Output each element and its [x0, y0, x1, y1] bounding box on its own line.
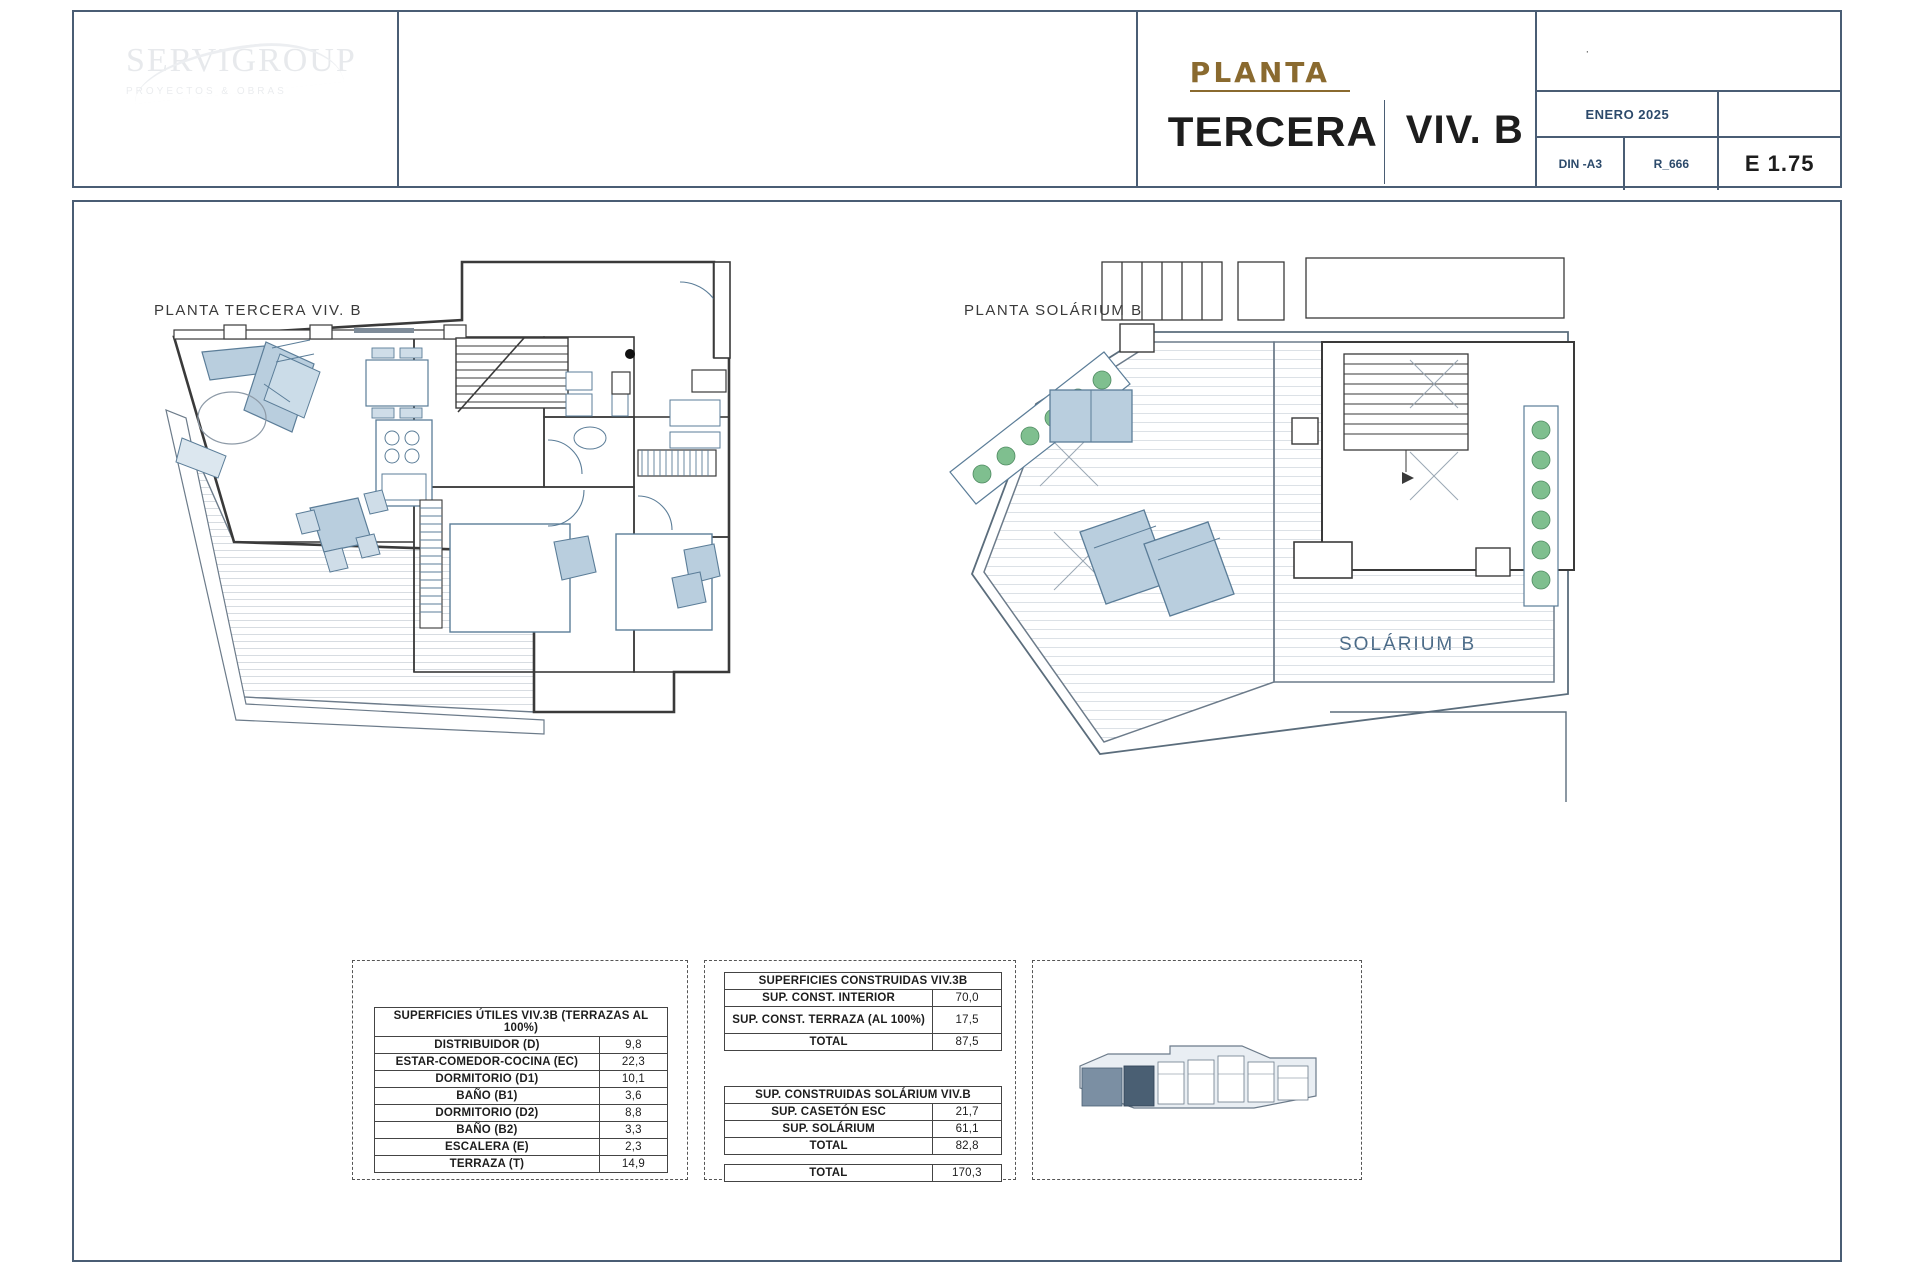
row-value: 87,5 — [933, 1034, 1002, 1051]
left-plan-label: PLANTA TERCERA VIV. B — [154, 302, 362, 319]
reference-label: R_666 — [1625, 138, 1719, 190]
adjacent-structures — [1102, 258, 1564, 320]
floor-label: TERCERA — [1167, 108, 1378, 155]
table-row — [725, 990, 1002, 1007]
table-row — [725, 1138, 1002, 1155]
table-header-row — [375, 1008, 668, 1037]
construidas-title: SUPERFICIES CONSTRUIDAS VIV.3B — [725, 973, 1002, 990]
utiles-title: SUPERFICIES ÚTILES VIV.3B (TERRAZAS AL 100%) — [375, 1008, 668, 1037]
row-label: TOTAL — [725, 1138, 933, 1155]
row-label: TERRAZA (T) — [375, 1156, 600, 1173]
format-label: DIN -A3 — [1537, 138, 1625, 190]
row-label: SUP. CASETÓN ESC — [725, 1104, 933, 1121]
title-block-main-cell — [1138, 12, 1538, 186]
row-value: 10,1 — [599, 1071, 667, 1088]
row-value: 3,3 — [599, 1122, 667, 1139]
date-row — [1537, 92, 1840, 138]
row-value: 17,5 — [933, 1007, 1002, 1034]
kitchen-unit — [376, 420, 432, 506]
table-superficies-construidas — [724, 972, 1002, 1051]
table-row — [725, 1034, 1002, 1051]
wardrobe — [638, 450, 716, 476]
row-label: ESTAR-COMEDOR-COCINA (EC) — [375, 1054, 600, 1071]
row-label: SUP. SOLÁRIUM — [725, 1121, 933, 1138]
grand-total-label: TOTAL — [725, 1165, 933, 1182]
row-value: 2,3 — [599, 1139, 667, 1156]
row-value: 8,8 — [599, 1105, 667, 1122]
logo-subtitle: PROYECTOS & OBRAS — [126, 86, 287, 97]
row-label: TOTAL — [725, 1034, 933, 1051]
row-value: 3,6 — [599, 1088, 667, 1105]
table-header-row — [725, 1087, 1002, 1104]
table-row — [375, 1105, 668, 1122]
table-superficies-utiles — [374, 1007, 668, 1173]
shaft — [612, 372, 630, 394]
equipment-box-2 — [1292, 418, 1318, 444]
company-logo — [126, 42, 356, 132]
row-label: BAÑO (B2) — [375, 1122, 600, 1139]
date-label: ENERO 2025 — [1537, 92, 1719, 136]
title-divider — [1384, 100, 1385, 184]
planta-underline — [1190, 90, 1350, 92]
planta-heading: PLANTA — [1189, 56, 1330, 89]
table-row — [725, 1165, 1002, 1182]
scale-label: E 1.75 — [1744, 151, 1815, 176]
table-superficies-solarium — [724, 1086, 1002, 1155]
entry-wall — [714, 262, 730, 358]
closet-d1 — [420, 500, 442, 628]
table-row — [725, 1104, 1002, 1121]
equipment-box-3 — [1476, 548, 1510, 576]
table-row — [375, 1156, 668, 1173]
row-label: SUP. CONST. INTERIOR — [725, 990, 933, 1007]
planter-east — [1524, 406, 1558, 606]
pillar-3 — [444, 325, 466, 339]
drawing-frame — [72, 200, 1842, 1262]
title-block — [72, 10, 1842, 188]
table-header-row — [725, 973, 1002, 990]
row-label: SUP. CONST. TERRAZA (AL 100%) — [725, 1007, 933, 1034]
row-value: 70,0 — [933, 990, 1002, 1007]
unit-label: VIV. B — [1405, 108, 1524, 152]
title-block-blank-cell — [399, 12, 1138, 186]
table-row — [375, 1088, 668, 1105]
scale-spacer — [1719, 92, 1840, 136]
title-block-info-cell — [1537, 12, 1840, 186]
table-row — [725, 1121, 1002, 1138]
revision-row — [1537, 12, 1840, 92]
row-label: DISTRIBUIDOR (D) — [375, 1037, 600, 1054]
solarium-sofa — [1050, 390, 1132, 442]
key-plan-thumbnail — [1074, 1040, 1322, 1114]
pillar-1 — [224, 325, 246, 339]
keyplan-block-a — [1082, 1068, 1122, 1106]
format-row — [1537, 138, 1840, 190]
equipment-box-1 — [1120, 324, 1154, 352]
floor-plan-third-floor — [114, 242, 934, 882]
pillar-2 — [310, 325, 332, 339]
grand-total-value: 170,3 — [932, 1165, 1001, 1182]
row-value: 82,8 — [933, 1138, 1002, 1155]
table-row — [725, 1007, 1002, 1034]
caseton-step — [1294, 542, 1352, 578]
table-grand-total — [724, 1164, 1002, 1182]
table-row — [375, 1139, 668, 1156]
row-label: DORMITORIO (D2) — [375, 1105, 600, 1122]
title-block-logo-cell — [74, 12, 399, 186]
table-row — [375, 1071, 668, 1088]
keyplan-highlight-unit — [1124, 1066, 1154, 1106]
row-value: 61,1 — [933, 1121, 1002, 1138]
row-value: 9,8 — [599, 1037, 667, 1054]
row-value: 22,3 — [599, 1054, 667, 1071]
revision-mark: · — [1585, 44, 1590, 58]
logo-text: SERVIGROUP — [126, 42, 357, 79]
bed-d2 — [616, 534, 720, 630]
floor-plan-solarium — [854, 242, 1614, 862]
table-row — [375, 1054, 668, 1071]
row-label: ESCALERA (E) — [375, 1139, 600, 1156]
row-label: BAÑO (B1) — [375, 1088, 600, 1105]
right-plan-label: PLANTA SOLÁRIUM B — [964, 302, 1143, 319]
table-row — [375, 1037, 668, 1054]
row-label: DORMITORIO (D1) — [375, 1071, 600, 1088]
window-opening — [354, 328, 414, 333]
row-value: 21,7 — [933, 1104, 1002, 1121]
solarium-title: SUP. CONSTRUIDAS SOLÁRIUM VIV.B — [725, 1087, 1002, 1104]
table-row — [375, 1122, 668, 1139]
row-value: 14,9 — [599, 1156, 667, 1173]
lower-right-edge — [1330, 712, 1566, 802]
